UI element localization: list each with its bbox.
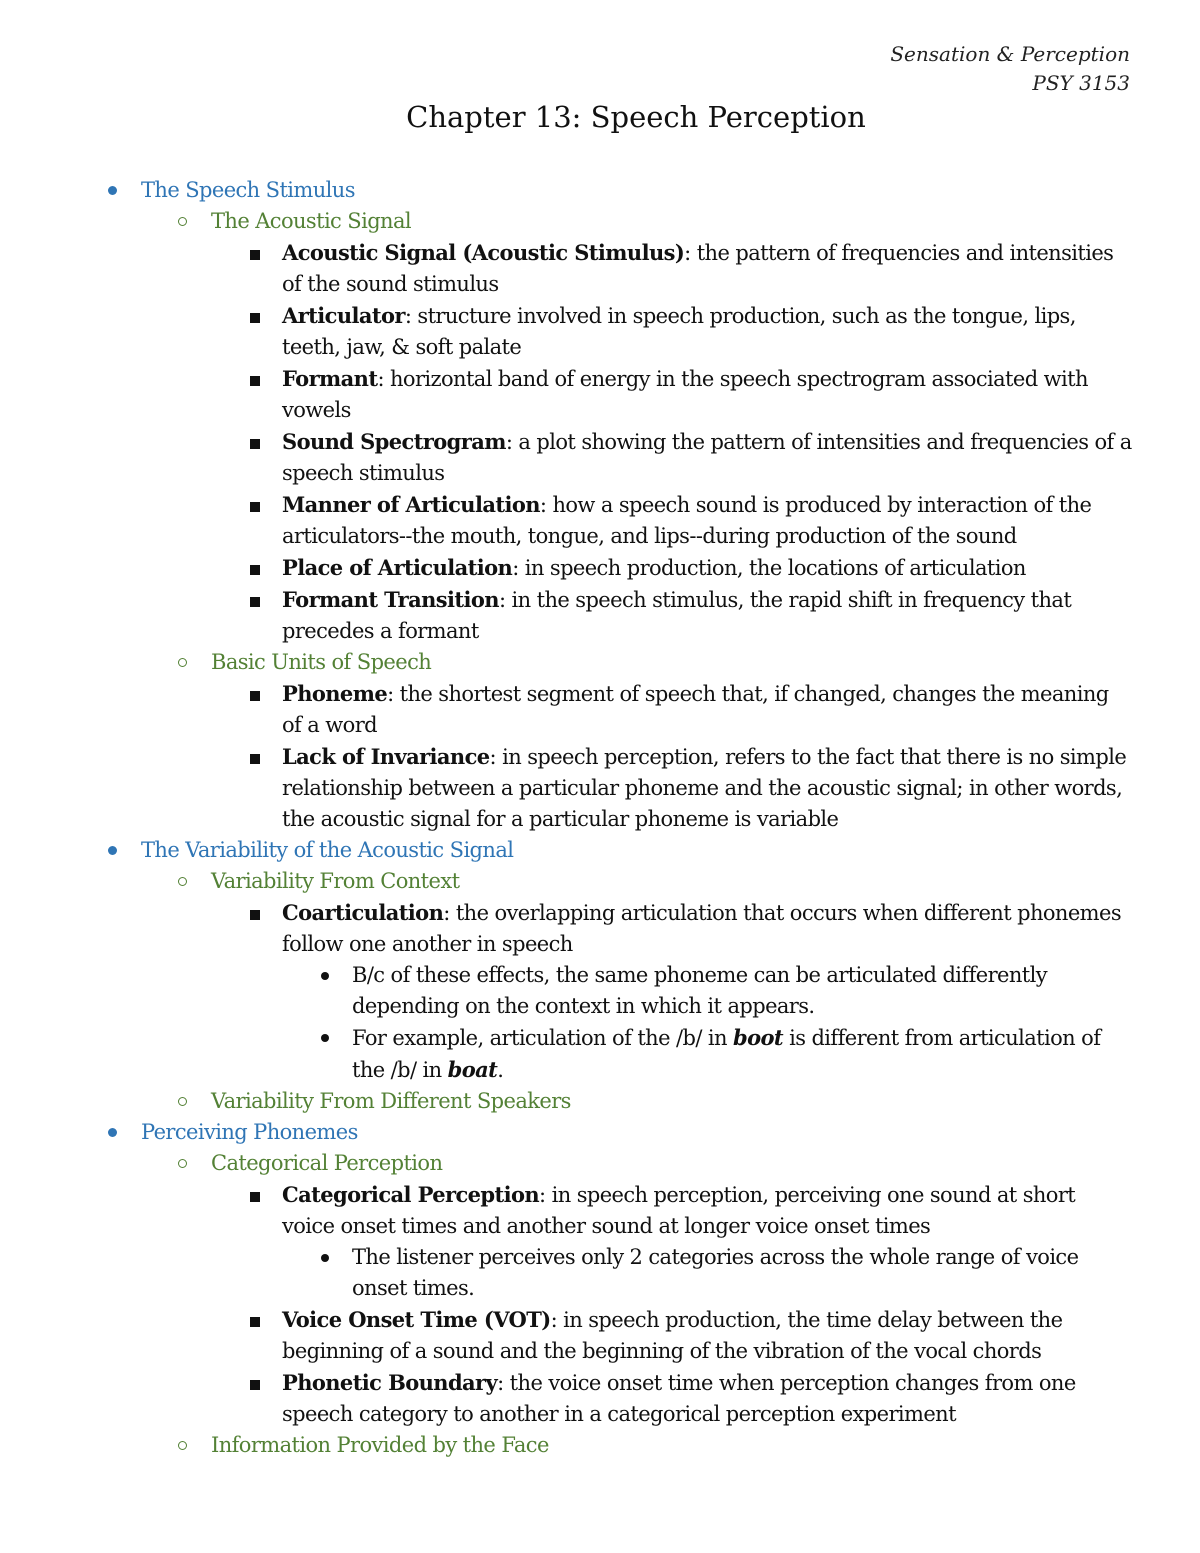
definition-item	[0, 237, 1200, 300]
definition: : the overlapping articulation that occurs when different phonemes follow one another in speech	[282, 901, 1121, 956]
term: Phoneme	[282, 681, 388, 706]
course-code: PSY 3153	[1032, 71, 1130, 95]
term: Acoustic Signal (Acoustic Stimulus)	[282, 240, 685, 265]
definition: : in speech perception, refers to the fact that there is no simple relationship between a particular phoneme and the acoustic signal; in other words, the acoustic signal for a particular phoneme is variable	[282, 745, 1127, 831]
hollow-bullet-icon	[178, 877, 187, 886]
square-bullet-icon	[250, 1192, 260, 1202]
definition-item	[0, 897, 1200, 960]
square-bullet-icon	[250, 313, 260, 323]
subsection-heading: Variability From Context	[0, 866, 1200, 897]
small-bullet-icon	[321, 1254, 329, 1262]
hollow-bullet-icon	[178, 1159, 187, 1168]
definition-item	[0, 426, 1200, 489]
square-bullet-icon	[250, 502, 260, 512]
square-bullet-icon	[250, 250, 260, 260]
definition-item	[0, 552, 1200, 584]
square-bullet-icon	[250, 597, 260, 607]
definition: : a plot showing the pattern of intensities and frequencies of a speech stimulus	[282, 430, 1132, 485]
square-bullet-icon	[250, 376, 260, 386]
section-heading: Perceiving Phonemes	[0, 1117, 1200, 1148]
definition-item	[0, 1304, 1200, 1367]
note-item: B/c of these effects, the same phoneme can be articulated differently depending on the context in which it appears.	[0, 960, 1200, 1022]
term: Place of Articulation	[282, 555, 513, 580]
definition: : horizontal band of energy in the speech spectrogram associated with vowels	[282, 367, 1088, 422]
subsection-heading: The Acoustic Signal	[0, 206, 1200, 237]
subsection-heading: Variability From Different Speakers	[0, 1086, 1200, 1117]
square-bullet-icon	[250, 565, 260, 575]
definition: : in the speech stimulus, the rapid shift in frequency that precedes a formant	[282, 588, 1072, 643]
definition: : the pattern of frequencies and intensities of the sound stimulus	[282, 241, 1114, 296]
square-bullet-icon	[250, 1380, 260, 1390]
term: Sound Spectrogram	[282, 429, 506, 454]
definition-item	[0, 1367, 1200, 1430]
term: Voice Onset Time (VOT)	[282, 1307, 551, 1332]
term: Manner of Articulation	[282, 492, 540, 517]
square-bullet-icon	[250, 910, 260, 920]
subsection-heading: Information Provided by the Face	[0, 1430, 1200, 1461]
term: Lack of Invariance	[282, 744, 490, 769]
square-bullet-icon	[250, 1317, 260, 1327]
example-word: boat	[447, 1057, 498, 1082]
section-heading: The Variability of the Acoustic Signal	[0, 835, 1200, 866]
note-item: For example, articulation of the /b/ in boot is different from articulation of the /b/ in boat.	[0, 1022, 1200, 1086]
term: Categorical Perception	[282, 1182, 540, 1207]
definition: : in speech perception, perceiving one sound at short voice onset times and another sound at longer voice onset times	[282, 1183, 1076, 1238]
page-header	[890, 40, 1130, 98]
section-heading: The Speech Stimulus	[0, 175, 1200, 206]
definition: : in speech production, the locations of articulation	[512, 556, 1026, 580]
hollow-bullet-icon	[178, 217, 187, 226]
term: Formant	[282, 366, 378, 391]
subsection-heading: Categorical Perception	[0, 1148, 1200, 1179]
filled-bullet-icon	[108, 1128, 117, 1137]
notes-outline	[0, 175, 1200, 1461]
term: Formant Transition	[282, 587, 499, 612]
hollow-bullet-icon	[178, 1097, 187, 1106]
definition-item	[0, 584, 1200, 647]
definition: : in speech production, the time delay between the beginning of a sound and the beginning of the vibration of the vocal chords	[282, 1308, 1063, 1363]
definition-item	[0, 678, 1200, 741]
small-bullet-icon	[321, 972, 329, 980]
definition: : the voice onset time when perception changes from one speech category to another in a categorical perception experiment	[282, 1371, 1076, 1426]
term: Articulator	[282, 303, 405, 328]
definition-item	[0, 1179, 1200, 1242]
example-word: boot	[733, 1025, 783, 1050]
filled-bullet-icon	[108, 186, 117, 195]
definition-item	[0, 741, 1200, 835]
hollow-bullet-icon	[178, 658, 187, 667]
definition-item	[0, 489, 1200, 552]
hollow-bullet-icon	[178, 1441, 187, 1450]
definition: : how a speech sound is produced by interaction of the articulators--the mouth, tongue, and lips--during production of the sound	[282, 493, 1092, 548]
subsection-heading: Basic Units of Speech	[0, 647, 1200, 678]
definition-item	[0, 300, 1200, 363]
note-item: The listener perceives only 2 categories across the whole range of voice onset times.	[0, 1242, 1200, 1304]
square-bullet-icon	[250, 439, 260, 449]
definition: : the shortest segment of speech that, if changed, changes the meaning of a word	[282, 682, 1109, 737]
small-bullet-icon	[321, 1034, 329, 1042]
filled-bullet-icon	[108, 846, 117, 855]
definition: : structure involved in speech production, such as the tongue, lips, teeth, jaw, & soft palate	[282, 304, 1076, 359]
term: Coarticulation	[282, 900, 444, 925]
square-bullet-icon	[250, 691, 260, 701]
definition-item	[0, 363, 1200, 426]
term: Phonetic Boundary	[282, 1370, 498, 1395]
page-title: Chapter 13: Speech Perception	[406, 100, 866, 134]
square-bullet-icon	[250, 754, 260, 764]
course-name: Sensation & Perception	[890, 42, 1130, 66]
